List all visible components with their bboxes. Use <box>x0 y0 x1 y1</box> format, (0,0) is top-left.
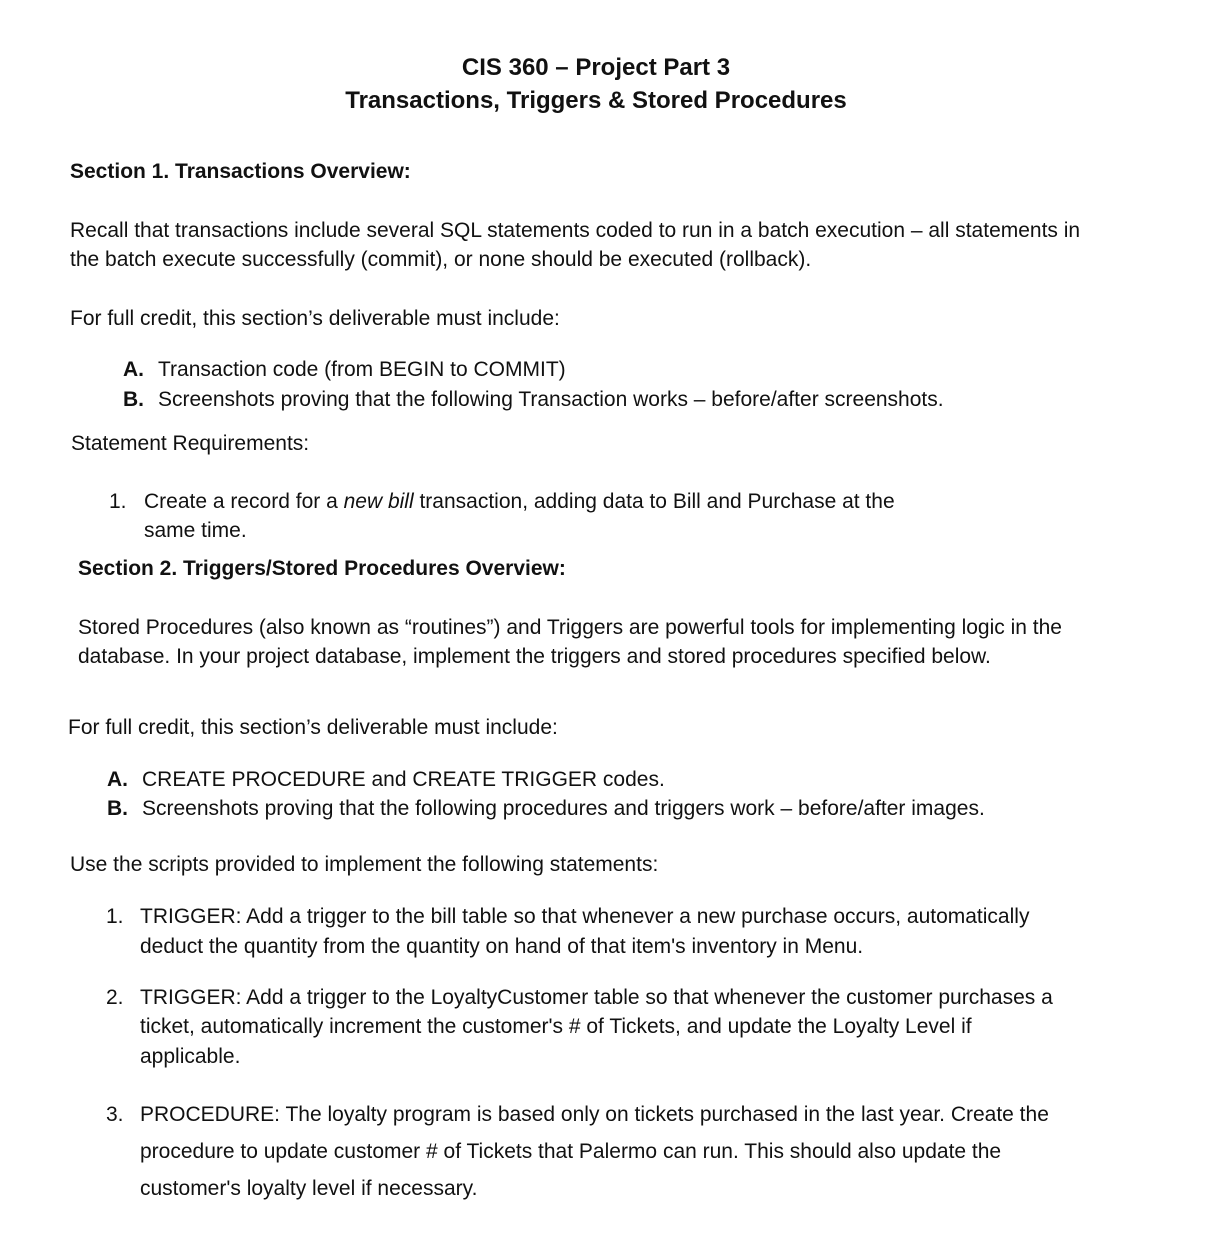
section2-deliverable-b <box>107 797 985 821</box>
statement-1-line1: TRIGGER: Add a trigger to the bill table so that whenever a new purchase occurs, automatically <box>140 905 1030 928</box>
section2-deliverable-a <box>107 768 665 792</box>
statement-3-marker: 3. <box>106 1103 124 1126</box>
statement-2-line3: applicable. <box>140 1045 241 1068</box>
list-text: Screenshots proving that the following procedures and triggers work – before/after images. <box>142 797 985 820</box>
requirements-label: Statement Requirements: <box>71 432 310 455</box>
section1-deliverable-a <box>123 358 566 382</box>
section1-intro-line1: Recall that transactions include several SQL statements coded to run in a batch execution – all statements in <box>70 219 1081 242</box>
statement-3-line2: procedure to update customer # of Tickets that Palermo can run. This should also update the <box>140 1140 1002 1163</box>
section2-intro-line2: database. In your project database, implement the triggers and stored procedures specified below. <box>78 645 991 668</box>
statement-3-line1: PROCEDURE: The loyalty program is based only on tickets purchased in the last year. Create the <box>140 1103 1049 1126</box>
statement-1-line2: deduct the quantity from the quantity on hand of that item's inventory in Menu. <box>140 935 864 958</box>
section2-credit-intro: For full credit, this section’s deliverable must include: <box>68 716 558 739</box>
statement-1-marker: 1. <box>106 905 124 928</box>
section1-credit-intro: For full credit, this section’s deliverable must include: <box>70 307 560 330</box>
section1-intro-line2: the batch execute successfully (commit), or none should be executed (rollback). <box>70 248 812 271</box>
list-text: CREATE PROCEDURE and CREATE TRIGGER codes. <box>142 768 665 791</box>
list-text <box>144 490 895 514</box>
list-text: Transaction code (from BEGIN to COMMIT) <box>158 358 566 381</box>
section1-deliverable-b <box>123 388 944 412</box>
scripts-intro: Use the scripts provided to implement the following statements: <box>70 853 659 876</box>
document-title: CIS 360 – Project Part 3 <box>461 54 731 81</box>
statement-2-line2: ticket, automatically increment the customer's # of Tickets, and update the Loyalty Level if <box>140 1015 972 1038</box>
section2-heading: Section 2. Triggers/Stored Procedures Overview: <box>78 557 566 580</box>
statement-2-marker: 2. <box>106 986 124 1009</box>
statement-2-line1: TRIGGER: Add a trigger to the LoyaltyCustomer table so that whenever the customer purchases a <box>140 986 1053 1009</box>
list-text: Screenshots proving that the following Transaction works – before/after screenshots. <box>158 388 944 411</box>
text-run: Create a record for a <box>144 490 344 513</box>
statement-3-line3: customer's loyalty level if necessary. <box>140 1177 478 1200</box>
requirement-1-line2: same time. <box>144 519 247 542</box>
document-subtitle: Transactions, Triggers & Stored Procedures <box>345 87 847 114</box>
emphasis-text: new bill <box>343 490 414 513</box>
list-marker: B. <box>123 388 144 411</box>
list-marker: B. <box>107 797 128 820</box>
text-run: transaction, adding data to Bill and Purchase at the <box>413 490 895 513</box>
list-marker: 1. <box>109 490 127 513</box>
list-marker: A. <box>123 358 144 381</box>
section2-intro-line1: Stored Procedures (also known as “routines”) and Triggers are powerful tools for implementing logic in the <box>78 616 1062 639</box>
list-marker: A. <box>107 768 128 791</box>
section1-heading: Section 1. Transactions Overview: <box>70 160 411 183</box>
requirement-1 <box>109 490 895 514</box>
